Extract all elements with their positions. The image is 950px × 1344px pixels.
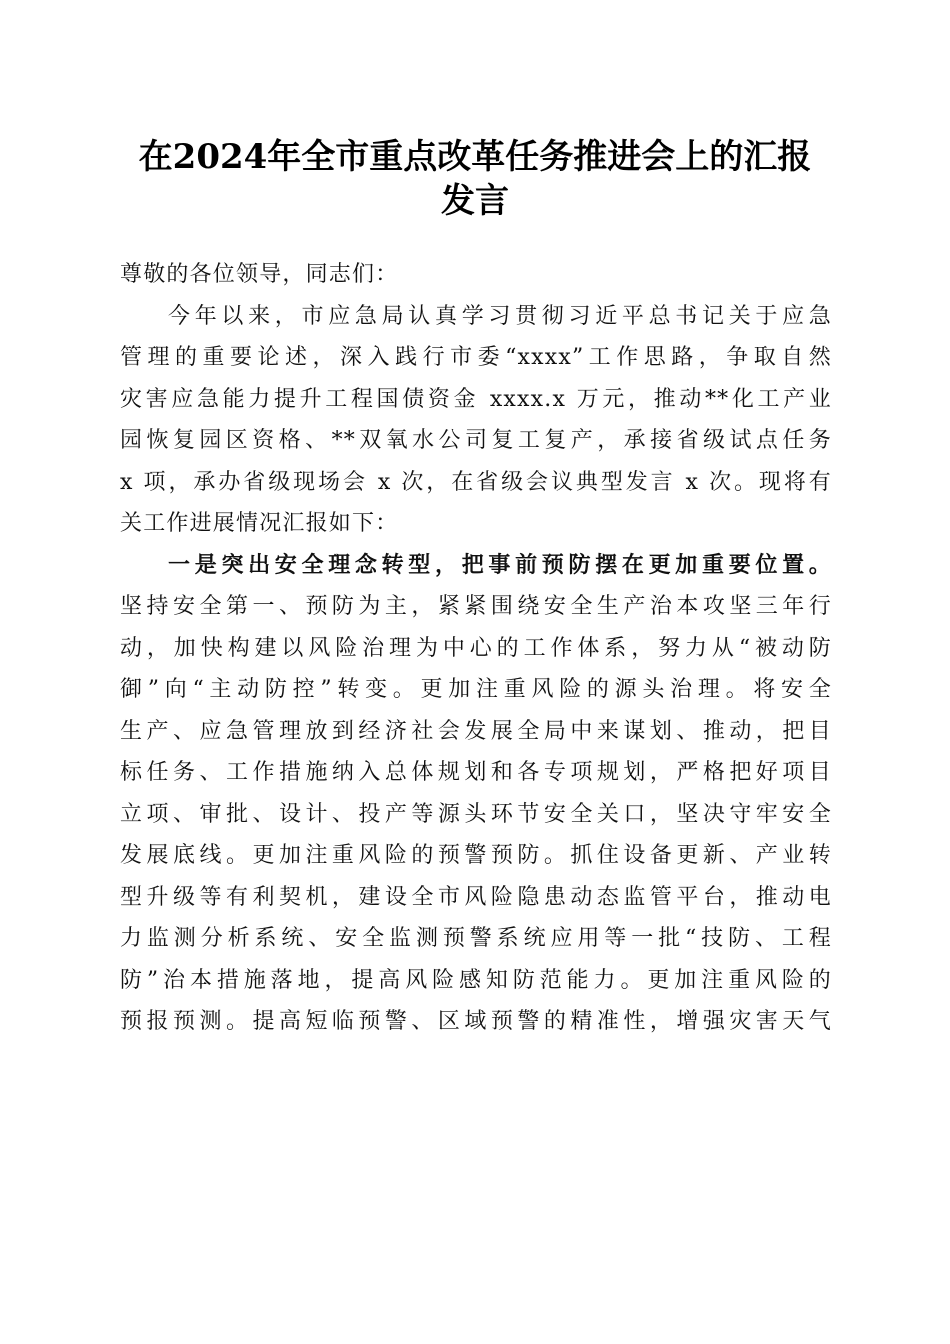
paragraph-2-line: 立项、审批、设计、投产等源头环节安全关口，坚决守牢安全 xyxy=(120,801,832,827)
paragraph-2-line: 动，加快构建以风险治理为中心的工作体系，努力从“被动防 xyxy=(120,635,832,661)
paragraph-2-heading: 一是突出安全理念转型，把事前预防摆在更加重要位置。 xyxy=(168,551,832,578)
paragraph-2-line: 预报预测。提高短临预警、区域预警的精准性，增强灾害天气 xyxy=(120,1009,832,1034)
document-title xyxy=(110,135,840,223)
paragraph-1-line: 园恢复园区资格、**双氧水公司复工复产，承接省级试点任务 xyxy=(120,428,832,453)
paragraph-2-line: 坚持安全第一、预防为主，紧紧围绕安全生产治本攻坚三年行 xyxy=(120,594,832,619)
paragraph-1-line: 关工作进展情况汇报如下： xyxy=(120,511,399,536)
paragraph-1-line: 今年以来，市应急局认真学习贯彻习近平总书记关于应急 xyxy=(168,303,832,329)
paragraph-2-line: 发展底线。更加注重风险的预警预防。抓住设备更新、产业转 xyxy=(120,843,832,868)
title-line-1: 在2024年全市重点改革任务推进会上的汇报 xyxy=(138,137,812,177)
document-body xyxy=(120,254,832,1043)
paragraph-1-line: 灾害应急能力提升工程国债资金 xxxx.x 万元，推动**化工产业 xyxy=(120,386,832,412)
title-line-2: 发言 xyxy=(441,181,509,221)
paragraph-2-line: 标任务、工作措施纳入总体规划和各专项规划，严格把好项目 xyxy=(120,760,832,785)
paragraph-2-line: 防”治本措施落地，提高风险感知防范能力。更加注重风险的 xyxy=(120,967,832,993)
paragraph-2-line: 力监测分析系统、安全监测预警系统应用等一批“技防、工程 xyxy=(120,926,832,951)
paragraph-2-line: 御”向“主动防控”转变。更加注重风险的源头治理。将安全 xyxy=(120,677,832,702)
paragraph-2-line: 生产、应急管理放到经济社会发展全局中来谋划、推动，把目 xyxy=(120,718,832,744)
greeting: 尊敬的各位领导，同志们： xyxy=(120,262,399,287)
paragraph-2-line: 型升级等有利契机，建设全市风险隐患动态监管平台，推动电 xyxy=(120,884,832,910)
paragraph-1-line: 管理的重要论述，深入践行市委“xxxx”工作思路，争取自然 xyxy=(120,345,832,370)
paragraph-1-line: x 项，承办省级现场会 x 次，在省级会议典型发言 x 次。现将有 xyxy=(120,469,832,495)
